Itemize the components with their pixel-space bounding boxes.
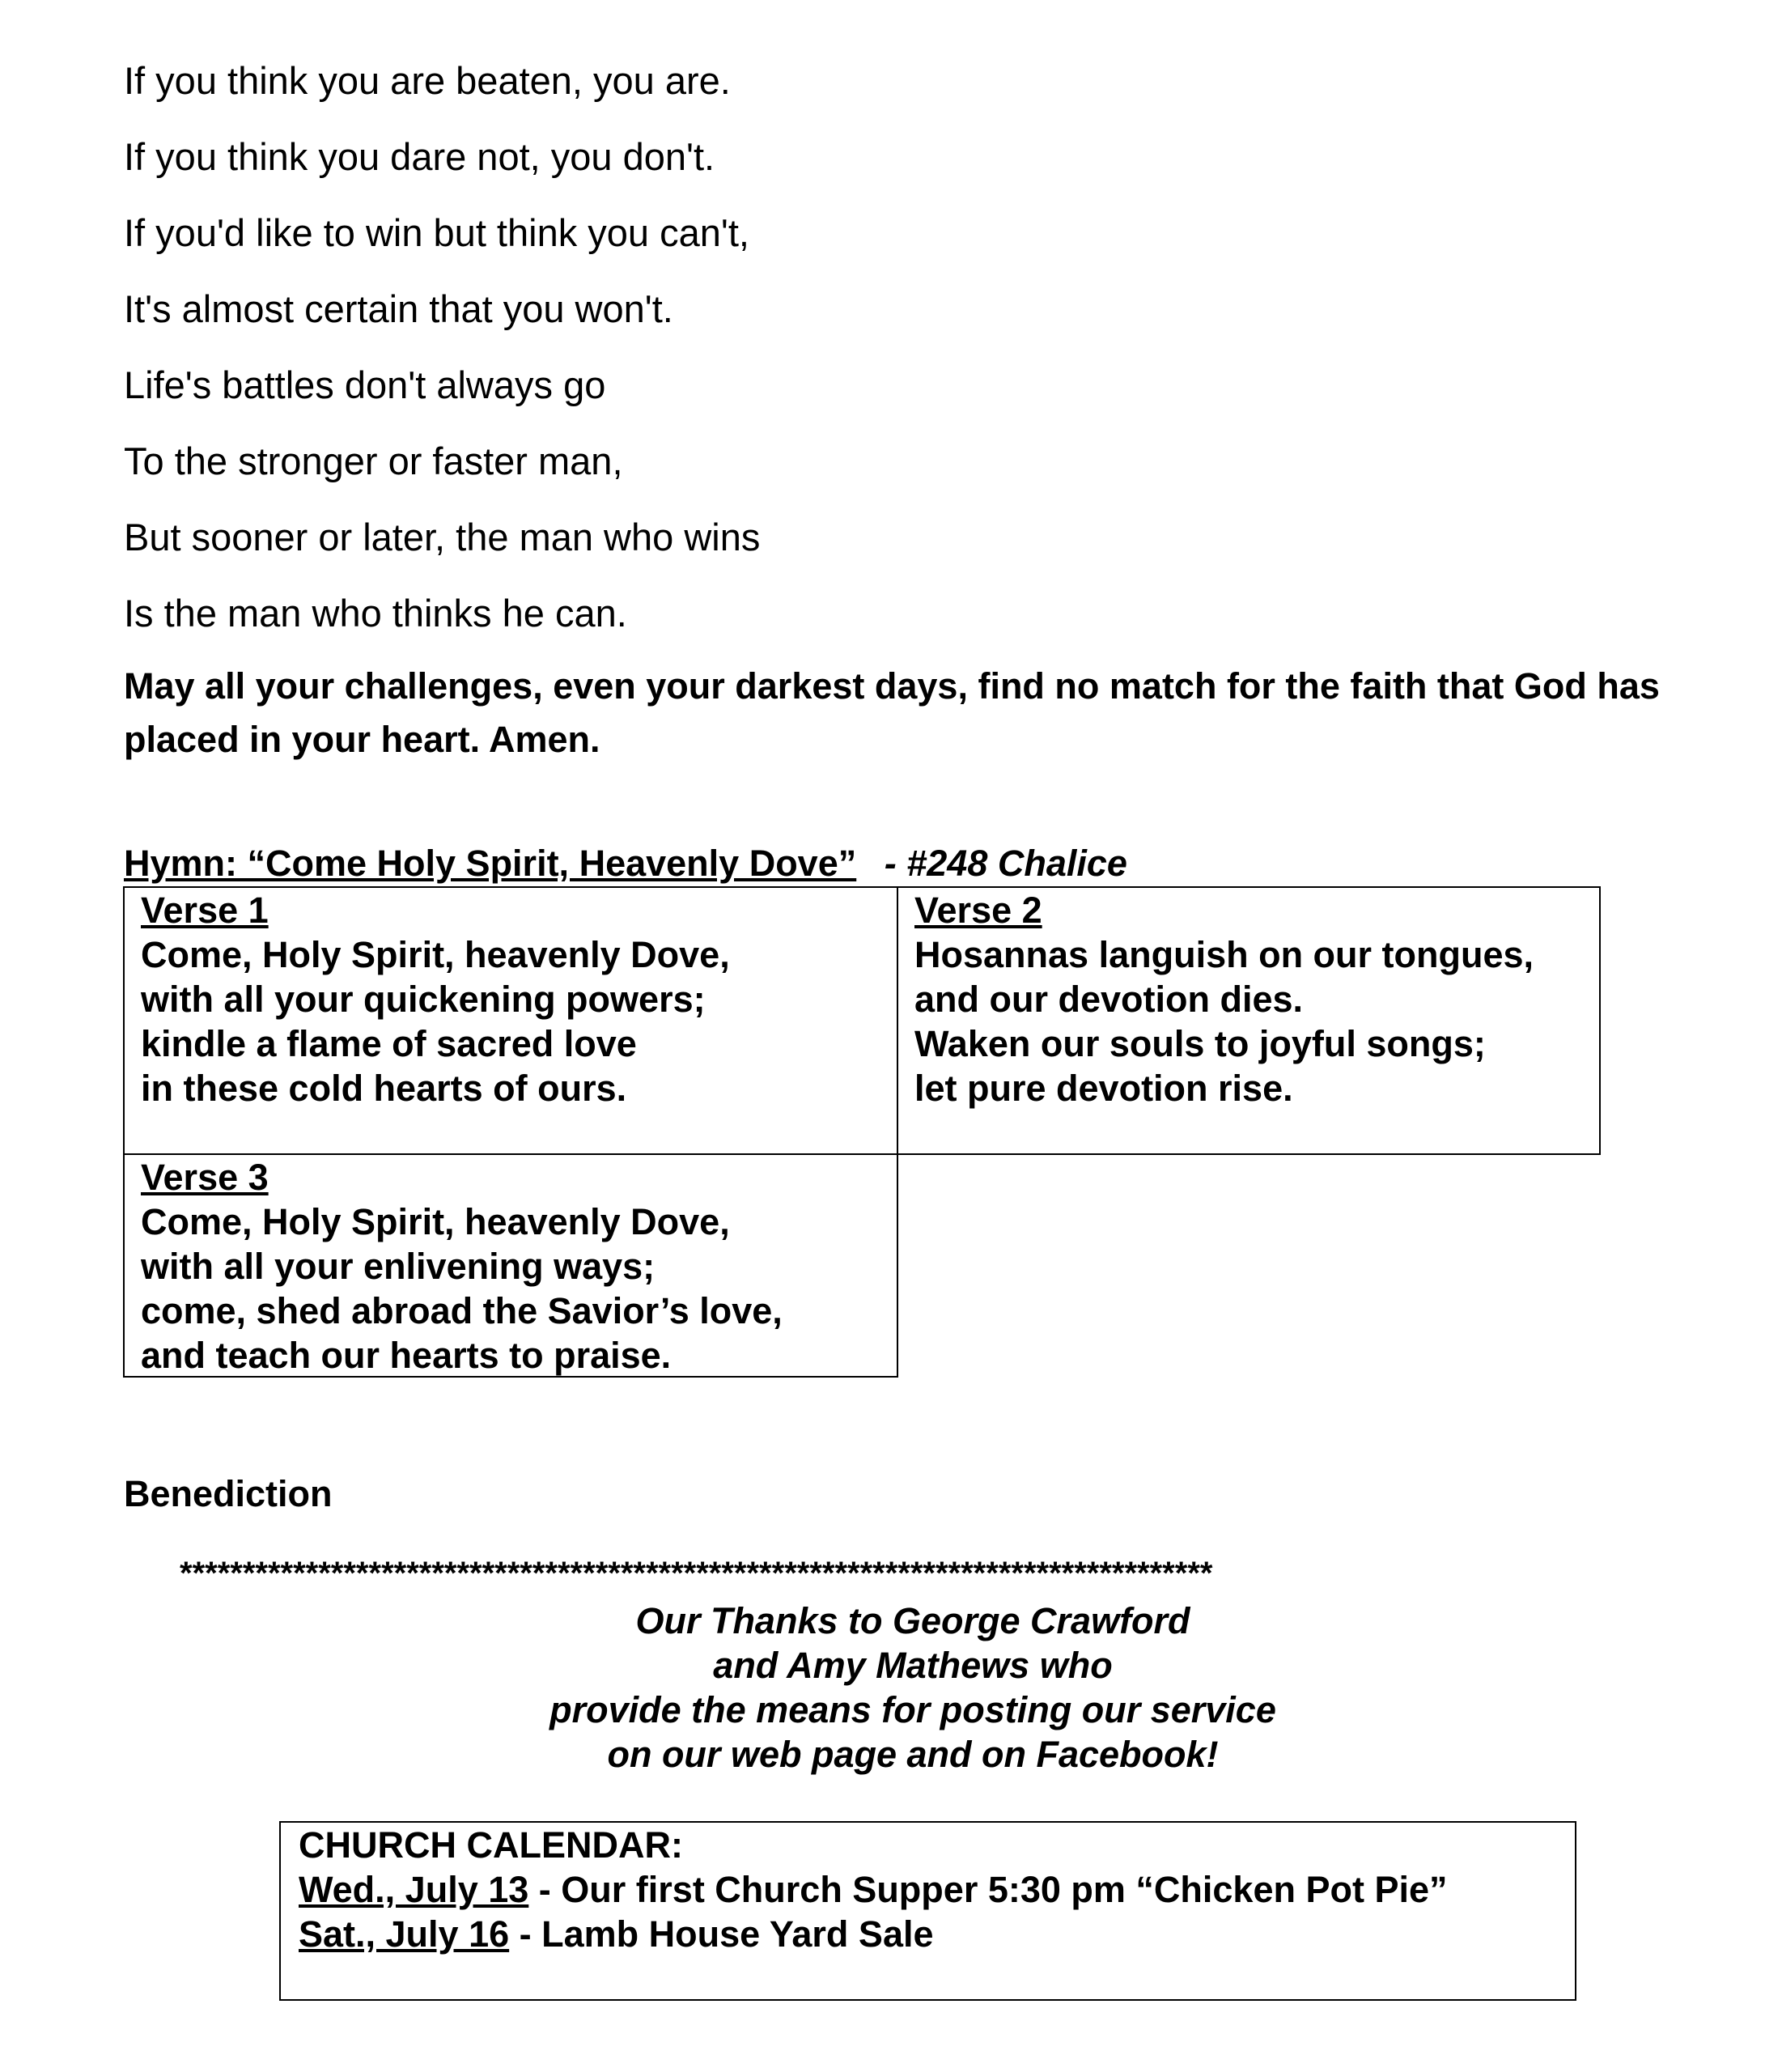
calendar-heading: CHURCH CALENDAR: <box>299 1824 683 1866</box>
verse-heading: Verse 3 <box>141 1157 269 1198</box>
poem-line: If you'd like to win but think you can't, <box>124 211 749 254</box>
thanks-note <box>367 1599 1459 1777</box>
verse-line: and our devotion dies. <box>914 979 1304 1020</box>
thanks-line: and Amy Mathews who <box>713 1645 1113 1686</box>
church-calendar-box <box>279 1821 1576 2001</box>
poem-line: Life's battles don't always go <box>124 363 606 406</box>
hymn-name: Hymn: “Come Holy Spirit, Heavenly Dove” <box>124 843 857 884</box>
verse-3-box <box>123 1153 898 1378</box>
verse-heading: Verse 2 <box>914 890 1042 931</box>
hymn-title <box>124 842 1127 885</box>
poem-line: If you think you dare not, you don't. <box>124 135 715 178</box>
poem-line: To the stronger or faster man, <box>124 439 623 482</box>
hymn-number: - #248 Chalice <box>884 843 1127 884</box>
closing-prayer: May all your challenges, even your darkest days, find no match for the faith that God has placed in your heart. Amen. <box>124 665 1660 760</box>
poem-line: If you think you are beaten, you are. <box>124 59 731 102</box>
event-date: Sat., July 16 <box>299 1913 510 1955</box>
verse-heading: Verse 1 <box>141 890 269 931</box>
thanks-line: on our web page and on Facebook! <box>607 1734 1219 1775</box>
verse-line: Hosannas languish on our tongues, <box>914 934 1534 975</box>
verse-1-box <box>123 886 898 1155</box>
verse-line: in these cold hearts of ours. <box>141 1068 627 1109</box>
verse-line: Waken our souls to joyful songs; <box>914 1023 1486 1064</box>
verse-line: Come, Holy Spirit, heavenly Dove, <box>141 934 730 975</box>
verse-line: with all your quickening powers; <box>141 979 706 1020</box>
verse-2-box <box>897 886 1601 1155</box>
poem-line: Is the man who thinks he can. <box>124 592 627 635</box>
star-separator: ********************************************************************************** <box>180 1556 1213 1591</box>
event-text: - Lamb House Yard Sale <box>509 1913 934 1955</box>
calendar-event <box>299 1912 1557 1956</box>
event-text: - Our first Church Supper 5:30 pm “Chicken Pot Pie” <box>528 1869 1448 1910</box>
thanks-line: Our Thanks to George Crawford <box>635 1600 1190 1641</box>
verse-line: let pure devotion rise. <box>914 1068 1293 1109</box>
verse-line: Come, Holy Spirit, heavenly Dove, <box>141 1201 730 1242</box>
calendar-event <box>299 1867 1557 1912</box>
verse-line: with all your enlivening ways; <box>141 1246 656 1287</box>
poem-line: It's almost certain that you won't. <box>124 287 673 330</box>
verse-line: come, shed abroad the Savior’s love, <box>141 1290 783 1331</box>
verse-line: and teach our hearts to praise. <box>141 1335 672 1376</box>
verse-line: kindle a flame of sacred love <box>141 1023 637 1064</box>
poem-line: But sooner or later, the man who wins <box>124 516 761 558</box>
event-date: Wed., July 13 <box>299 1869 529 1910</box>
thanks-line: provide the means for posting our service <box>549 1689 1276 1730</box>
benediction-heading: Benediction <box>124 1473 333 1514</box>
